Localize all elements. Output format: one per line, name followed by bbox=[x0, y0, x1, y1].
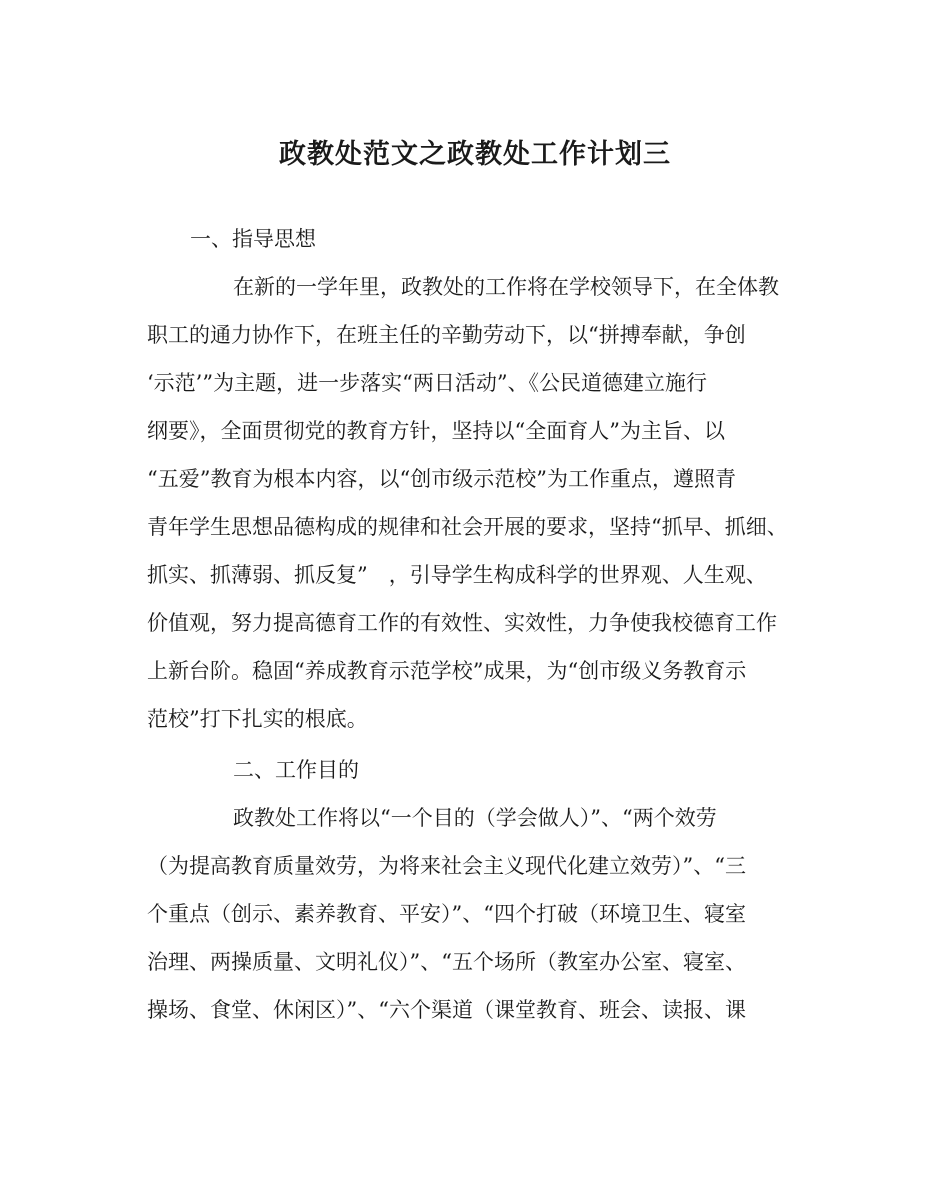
paragraph-line: 青年学生思想品德构成的规律和社会开展的要求，坚持“抓早、抓细、 bbox=[147, 515, 788, 539]
paragraph-line: 抓实、抓薄弱、抓反复” ，引导学生构成科学的世界观、人生观、 bbox=[147, 563, 767, 587]
document-title: 政教处范文之政教处工作计划三 bbox=[279, 139, 671, 170]
section-heading-work-goals: 二、工作目的 bbox=[233, 758, 359, 782]
paragraph-line: 个重点（创示、素养教育、平安）”、“四个打破（环境卫生、寝室 bbox=[147, 902, 746, 926]
section-heading-guiding-thought: 一、指导思想 bbox=[190, 227, 316, 251]
paragraph-line: ‘示范’”为主题，进一步落实“两日活动”、《公民道德建立施行 bbox=[147, 371, 708, 395]
paragraph-line: 治理、两操质量、文明礼仪）”、“五个场所（教室办公室、寝室、 bbox=[147, 950, 746, 974]
paragraph-line: 在新的一学年里，政教处的工作将在学校领导下，在全体教 bbox=[233, 275, 779, 299]
paragraph-line: 操场、食堂、休闲区）”、“六个渠道（课堂教育、班会、读报、课 bbox=[147, 998, 746, 1022]
paragraph-line: 范校”打下扎实的根底。 bbox=[147, 707, 368, 731]
paragraph-line: 价值观，努力提高德育工作的有效性、实效性，力争使我校德育工作 bbox=[147, 611, 777, 635]
paragraph-line: 政教处工作将以“一个目的（学会做人）”、“两个效劳 bbox=[233, 806, 717, 830]
paragraph-line: 纲要》，全面贯彻党的教育方针，坚持以“全面育人”为主旨、以 bbox=[147, 419, 725, 443]
paragraph-line: 职工的通力协作下，在班主任的辛勤劳动下，以“拼搏奉献，争创 bbox=[147, 323, 746, 347]
paragraph-line: 上新台阶。稳固“养成教育示范学校”成果，为“创市级义务教育示 bbox=[147, 659, 747, 683]
paragraph-line: “五爱”教育为根本内容，以“创市级示范校”为工作重点，遵照青 bbox=[147, 467, 736, 491]
paragraph-line: （为提高教育质量效劳，为将来社会主义现代化建立效劳）”、“三 bbox=[147, 854, 746, 878]
